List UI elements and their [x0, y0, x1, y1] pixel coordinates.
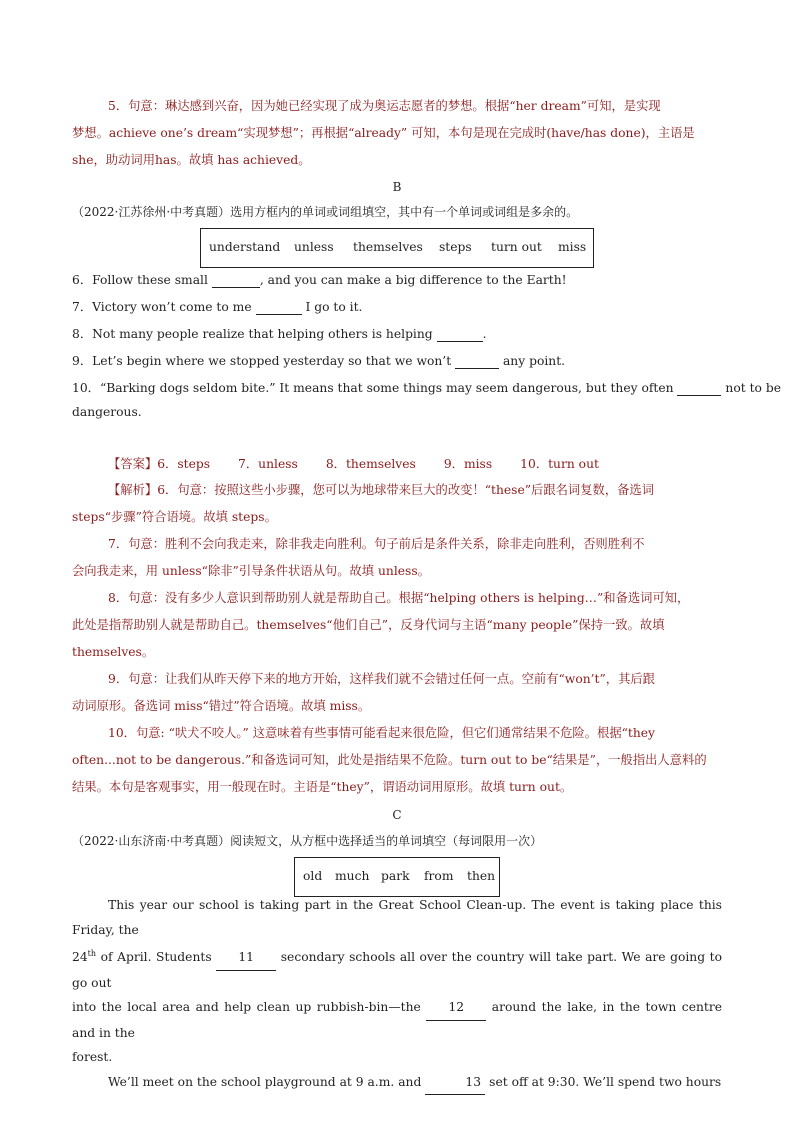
- word-box-item: unless: [294, 240, 334, 254]
- section-c-word-box: [294, 857, 500, 897]
- analysis-label: 【解析】: [108, 483, 158, 497]
- para5-line1: 5．句意：琳达感到兴奋，因为她已经实现了成为奥运志愿者的梦想。根据“her dream”可知，是实现: [108, 99, 661, 113]
- passage-line1: This year our school is taking part in the Great School Clean-up. The event is taking place this Friday, the: [72, 898, 722, 937]
- question-7: [72, 297, 362, 315]
- analysis-p6-line1: [72, 477, 722, 504]
- answer-line: [108, 454, 627, 472]
- analysis-p10-line2: often...not to be dangerous.”和备选词可知，此处是指结果不危险。turn out to be“结果是”，一般指出人意料的: [72, 753, 707, 767]
- answer-blank[interactable]: [455, 354, 499, 369]
- question-8: [72, 324, 487, 342]
- word-box-item: themselves: [353, 240, 423, 254]
- question-text: Not many people realize that helping others is helping: [92, 327, 437, 341]
- answer-item: 6．steps: [157, 457, 211, 471]
- section-b-word-box: [200, 228, 594, 268]
- answer-item: 7．unless: [238, 457, 298, 471]
- answer-blank[interactable]: [212, 273, 260, 288]
- question-9: [72, 351, 565, 369]
- question-text: I go to it.: [301, 300, 363, 314]
- analysis-p10-line3: 结果。本句是客观事实，用一般现在时。主语是“they”，谓语动词用原形。故填 turn out。: [72, 780, 573, 794]
- passage-text: into the local area and help clean up rubbish-bin—the: [72, 1000, 427, 1015]
- question-number: 6．: [72, 273, 93, 287]
- analysis-block: [72, 477, 722, 801]
- question-text: Victory won’t come to me: [92, 300, 256, 314]
- blank-12[interactable]: 12: [426, 995, 486, 1021]
- answer-item: 9．miss: [443, 457, 493, 471]
- question-number: 8．: [72, 327, 93, 341]
- question-6: [72, 270, 567, 288]
- passage-text: We’ll meet on the school playground at 9 a.m. and: [108, 1074, 426, 1089]
- analysis-p7-line1: 7．句意：胜利不会向我走来，除非我走向胜利。句子前后是条件关系，除非走向胜利，否则胜利不: [108, 537, 645, 551]
- passage-text: of April. Students: [96, 950, 217, 965]
- question-number: 9．: [72, 354, 93, 368]
- word-box-item: much: [335, 869, 370, 883]
- question-text: any point.: [499, 354, 566, 368]
- passage-text: 24: [72, 950, 88, 965]
- passage-line5: [72, 1070, 722, 1096]
- passage-text: secondary schools all over the country will take part. We are going to go out: [72, 950, 722, 990]
- passage-line2: [72, 942, 722, 995]
- answer-item: 8．themselves: [325, 457, 416, 471]
- section-c-instruction: （2022·山东济南·中考真题）阅读短文，从方框中选择适当的单词填空（每词限用一次）: [72, 834, 543, 848]
- question-10: [72, 378, 781, 396]
- question-text: not to be: [721, 381, 781, 395]
- question-text: Follow these small: [92, 273, 212, 287]
- analysis-p9-line2: 动词原形。备选词 miss“错过”符合语境。故填 miss。: [72, 699, 371, 713]
- word-box-item: understand: [209, 240, 281, 254]
- passage-line3: [72, 995, 722, 1045]
- analysis-para-5: [72, 93, 722, 174]
- passage-text: set off at 9:30. We’ll spend two hours: [485, 1074, 722, 1089]
- word-box-item: from: [424, 869, 454, 883]
- analysis-p8-line2: 此处是指帮助别人就是帮助自己。themselves“他们自己”，反身代词与主语“many people”保持一致。故填: [72, 618, 665, 632]
- question-text: .: [482, 327, 487, 341]
- passage-sup: th: [87, 949, 97, 958]
- blank-13[interactable]: 13: [425, 1070, 485, 1096]
- analysis-p9-line1: 9．句意：让我们从昨天停下来的地方开始，这样我们就不会错过任何一点。空前有“won’t”，其后跟: [108, 672, 655, 686]
- question-number: 7．: [72, 300, 93, 314]
- question-text: “Barking dogs seldom bite.” It means that some things may seem dangerous, but they often: [99, 381, 678, 395]
- word-box-item: park: [381, 869, 410, 883]
- analysis-p7-line2: 会向我走来，用 unless“除非”引导条件状语从句。故填 unless。: [72, 564, 430, 578]
- question-text: , and you can make a big difference to the Earth!: [259, 273, 567, 287]
- analysis-text: 6．句意：按照这些小步骤，您可以为地球带来巨大的改变！“these”后跟名词复数，备选词: [157, 483, 655, 497]
- word-box-item: steps: [439, 240, 472, 254]
- word-box-item: turn out: [491, 240, 542, 254]
- passage-line4: forest.: [72, 1050, 113, 1065]
- para5-line3: she，助动词用has。故填 has achieved。: [72, 153, 311, 167]
- word-box-item: miss: [558, 240, 587, 254]
- analysis-p8-line3: themselves。: [72, 645, 155, 659]
- answer-blank[interactable]: [256, 300, 302, 315]
- passage-text: around the lake, in the town centre and in the: [72, 1000, 722, 1040]
- section-b-letter: B: [392, 180, 402, 194]
- word-box-item: old: [303, 869, 323, 883]
- word-box-item: then: [467, 869, 496, 883]
- para5-line2: 梦想。achieve one’s dream“实现梦想”；再根据“already” 可知，本句是现在完成时(have/has done)，主语是: [72, 126, 695, 140]
- analysis-p8-line1: 8．句意：没有多少人意识到帮助别人就是帮助自己。根据“helping others is helping…”和备选词可知，: [108, 591, 690, 605]
- answer-blank[interactable]: [677, 381, 721, 396]
- analysis-p6-line2: steps“步骤”符合语境。故填 steps。: [72, 510, 277, 524]
- blank-11[interactable]: 11: [216, 945, 276, 971]
- section-b-instruction: （2022·江苏徐州·中考真题）选用方框内的单词或词组填空，其中有一个单词或词组是多余的。: [72, 205, 579, 219]
- analysis-p10-line1: 10．句意: “吠犬不咬人。” 这意味着有些事情可能看起来很危险，但它们通常结果不危险。根据“they: [108, 726, 655, 740]
- passage: [72, 893, 722, 1095]
- section-c-letter: C: [392, 808, 402, 822]
- question-10-cont: dangerous.: [72, 405, 142, 419]
- question-text: Let’s begin where we stopped yesterday so that we won’t: [92, 354, 456, 368]
- answer-item: 10．turn out: [520, 457, 599, 471]
- answer-label: 【答案】: [108, 457, 158, 471]
- question-number: 10．: [72, 381, 100, 395]
- answer-blank[interactable]: [437, 327, 483, 342]
